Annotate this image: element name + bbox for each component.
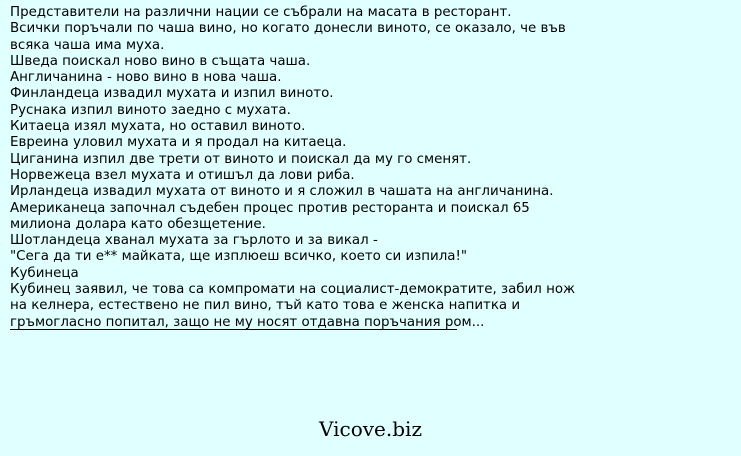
joke-line: Кубинеца [10, 265, 79, 281]
joke-line: на келнера, естествено не пил вино, тъй като това е женска напитка и [10, 298, 521, 314]
joke-line: Циганина изпил две трети от виното и поискал да му го сменят. [10, 151, 472, 167]
joke-line: Китаеца изял мухата, но оставил виното. [10, 119, 306, 135]
joke-line: гръмогласно попитал, защо не му носят отдавна поръчания ром... [10, 314, 485, 330]
joke-line: всяка чаша има муха. [10, 37, 165, 53]
joke-line: Евреина уловил мухата и я продал на китаеца. [10, 135, 347, 151]
joke-line: Ирландеца извадил мухата от виното и я сложил в чашата на англичанина. [10, 184, 554, 200]
joke-line: милиона долара като обезщетение. [10, 216, 266, 232]
joke-line: Норвежеца взел мухата и отишъл да лови риба. [10, 167, 355, 183]
joke-line: Американеца започнал съдебен процес против ресторанта и поискал 65 [10, 200, 530, 216]
joke-line: Шотландеца хванал мухата за гърлото и за викал - [10, 233, 378, 249]
joke-text [10, 5, 735, 331]
joke-line: Всички поръчали по чаша вино, но когато донесли виното, се оказало, че във [10, 21, 566, 37]
joke-line: Представители на различни нации се събрали на масата в ресторант. [10, 5, 512, 20]
joke-line: Финландеца извадил мухата и изпил виното. [10, 86, 334, 102]
joke-line: Руснака изпил виното заедно с мухата. [10, 102, 291, 118]
joke-line: Шведа поискал ново вино в същата чаша. [10, 53, 311, 69]
separator-rule [10, 329, 457, 330]
joke-line: Кубинец заявил, че това са компромати на социалист-демократите, забил нож [10, 282, 576, 298]
joke-line: Англичанина - ново вино в нова чаша. [10, 70, 282, 86]
site-name: Vicove.biz [319, 417, 422, 441]
joke-line: "Сега да ти е** майката, ще изплюеш всичко, което си изпила!" [10, 249, 468, 265]
